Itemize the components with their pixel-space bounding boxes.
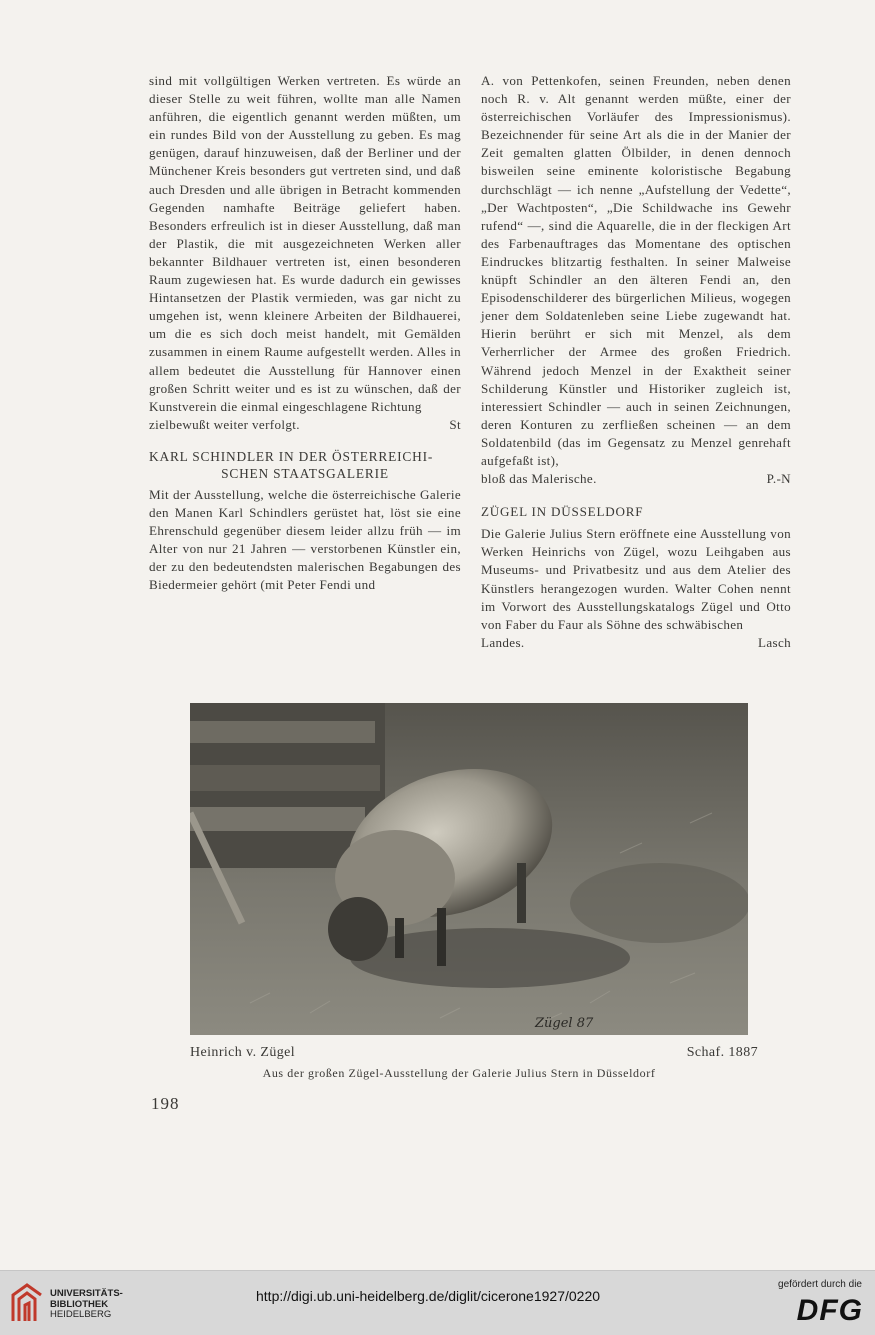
author-signature: Lasch bbox=[757, 634, 791, 650]
section-heading bbox=[149, 448, 461, 482]
footer-bar bbox=[0, 1270, 875, 1335]
funded-by-label: gefördert durch die bbox=[778, 1279, 862, 1290]
figure-caption bbox=[190, 1045, 758, 1061]
caption-artist: Heinrich v. Zügel bbox=[190, 1045, 296, 1060]
library-name bbox=[50, 1289, 123, 1321]
library-name-line3: HEIDELBERG bbox=[50, 1309, 112, 1320]
article-paragraph: A. von Pettenkofen, seinen Freunden, neben denen noch R. v. Alt genannt werden müßte, einer der österreichischen Vorläufer des Impressionismus). Bezeichnender für seine Art als die in der Manier der Zeit gemalten glatten Ölbilder, in denen dennoch bisweilen seine eminente koloristische Begabung durchschlägt — ich nenne „Aufstellung der Vedette“, „Der Wachtposten“, „Die Schildwache ins Gewehr rufend“ —, sind die Aquarelle, die in der fleckigen Art des Farbenauftrages das Momentane des optischen Eindruckes blitzartig festhalten. In seiner Malweise knüpft Schindler an den älteren Fendi an, den Episodenschilderer des bürgerlichen Milieus, wogegen jener dem Soldatenleben seine Liebe zugewandt hat. Hierin berührt er sich mit Menzel, als dem Verherrlicher der Armee des großen Friedrich. Während jedoch Menzel in der Exaktheit seiner Schilderung Künstler und Historiker zugleich ist, interessiert Schindler — auch in seinen Zeichnungen, deren Konturen zu zerfließen scheinen — an dem Soldatenbild (das im Gegensatz zu Menzel genrehaft aufgefaßt ist), bbox=[481, 73, 791, 468]
caption-title: Schaf. 1887 bbox=[686, 1045, 758, 1060]
permalink-url[interactable]: http://digi.ub.uni-heidelberg.de/diglit/cicerone1927/0220 bbox=[256, 1288, 601, 1304]
section-heading-line2: SCHEN STAATSGALERIE bbox=[221, 465, 389, 481]
page-number: 198 bbox=[151, 1094, 180, 1113]
section-heading: ZÜGEL IN DÜSSELDORF bbox=[481, 504, 644, 520]
signature-line bbox=[481, 634, 791, 652]
left-column bbox=[149, 72, 461, 594]
library-name-line2: BIBLIOTHEK bbox=[50, 1298, 109, 1310]
paragraph-last-line: Landes. bbox=[481, 634, 525, 650]
painting-signature: Zügel 87 bbox=[535, 1016, 594, 1031]
paragraph-last-line: zielbewußt weiter verfolgt. bbox=[149, 416, 300, 432]
library-logo-icon bbox=[10, 1281, 44, 1325]
sheep-painting bbox=[190, 703, 748, 1035]
author-signature: P.-N bbox=[766, 471, 791, 487]
signature-line bbox=[481, 470, 791, 488]
article-paragraph: sind mit vollgültigen Werken vertreten. Es würde an dieser Stelle zu weit führen, wollte man alle Namen anführen, die eigentlich genannt werden müßten, um ein rundes Bild von der Ausstellung zu geben. Es mag genügen, darauf hinzuweisen, daß der Berliner und der Münchener Kreis besonders gut vertreten sind, und daß auch Dresden und alle übrigen in Betracht kommenden Gegenden namhafte Beiträge geliefert haben. Besonders erfreulich ist in dieser Ausstellung, daß man der Plastik, die mit ausgezeichneten Werken aller bekannter Bildhauer vertreten ist, einen besonderen Raum zugewiesen hat. Es wurde dadurch ein gewisses Hintansetzen der Plastik vermieden, was gar nicht zu umgehen ist, wenn kleinere Arbeiten der Bildhauerei, um die es sich doch meist handelt, mit Gemälden zusammen in einem Raume aufgestellt werden. Alles in allem bedeutet die Ausstellung für Hannover einen großen Schritt weiter und es ist zu wünschen, daß der Kunstverein die einmal eingeschlagene Richtung bbox=[149, 73, 461, 414]
article-paragraph: Mit der Ausstellung, welche die österreichische Galerie den Manen Karl Schindlers gerüstet hat, löst sie eine Ehrenschuld gegenüber diesem leider allzu früh — im Alter von nur 21 Jahren — verstorbenen Künstler ein, der zu den bedeutendsten malerischen Begabungen des Biedermeier gehört (mit Peter Fendi und bbox=[149, 486, 461, 593]
signature-line bbox=[149, 416, 461, 434]
dfg-logo: DFG bbox=[796, 1294, 863, 1327]
library-name-line1: UNIVERSITÄTS- bbox=[50, 1288, 123, 1299]
author-signature: St bbox=[449, 416, 461, 432]
article-paragraph: Die Galerie Julius Stern eröffnete eine Ausstellung von Werken Heinrichs von Zügel, wozu Leihgaben aus Museums- und Privatbesitz und aus dem Atelier des Künstlers herangezogen wurden. Walter Cohen nennt im Vorwort des Ausstellungskatalogs Zügel und Otto von Faber du Faur als Söhne des schwäbischen bbox=[481, 526, 791, 632]
paragraph-last-line: bloß das Malerische. bbox=[481, 471, 597, 487]
section-heading-line1: KARL SCHINDLER IN DER ÖSTERREICHI- bbox=[149, 448, 434, 464]
right-column bbox=[481, 72, 791, 652]
caption-source: Aus der großen Zügel-Ausstellung der Galerie Julius Stern in Düsseldorf bbox=[262, 1066, 656, 1080]
